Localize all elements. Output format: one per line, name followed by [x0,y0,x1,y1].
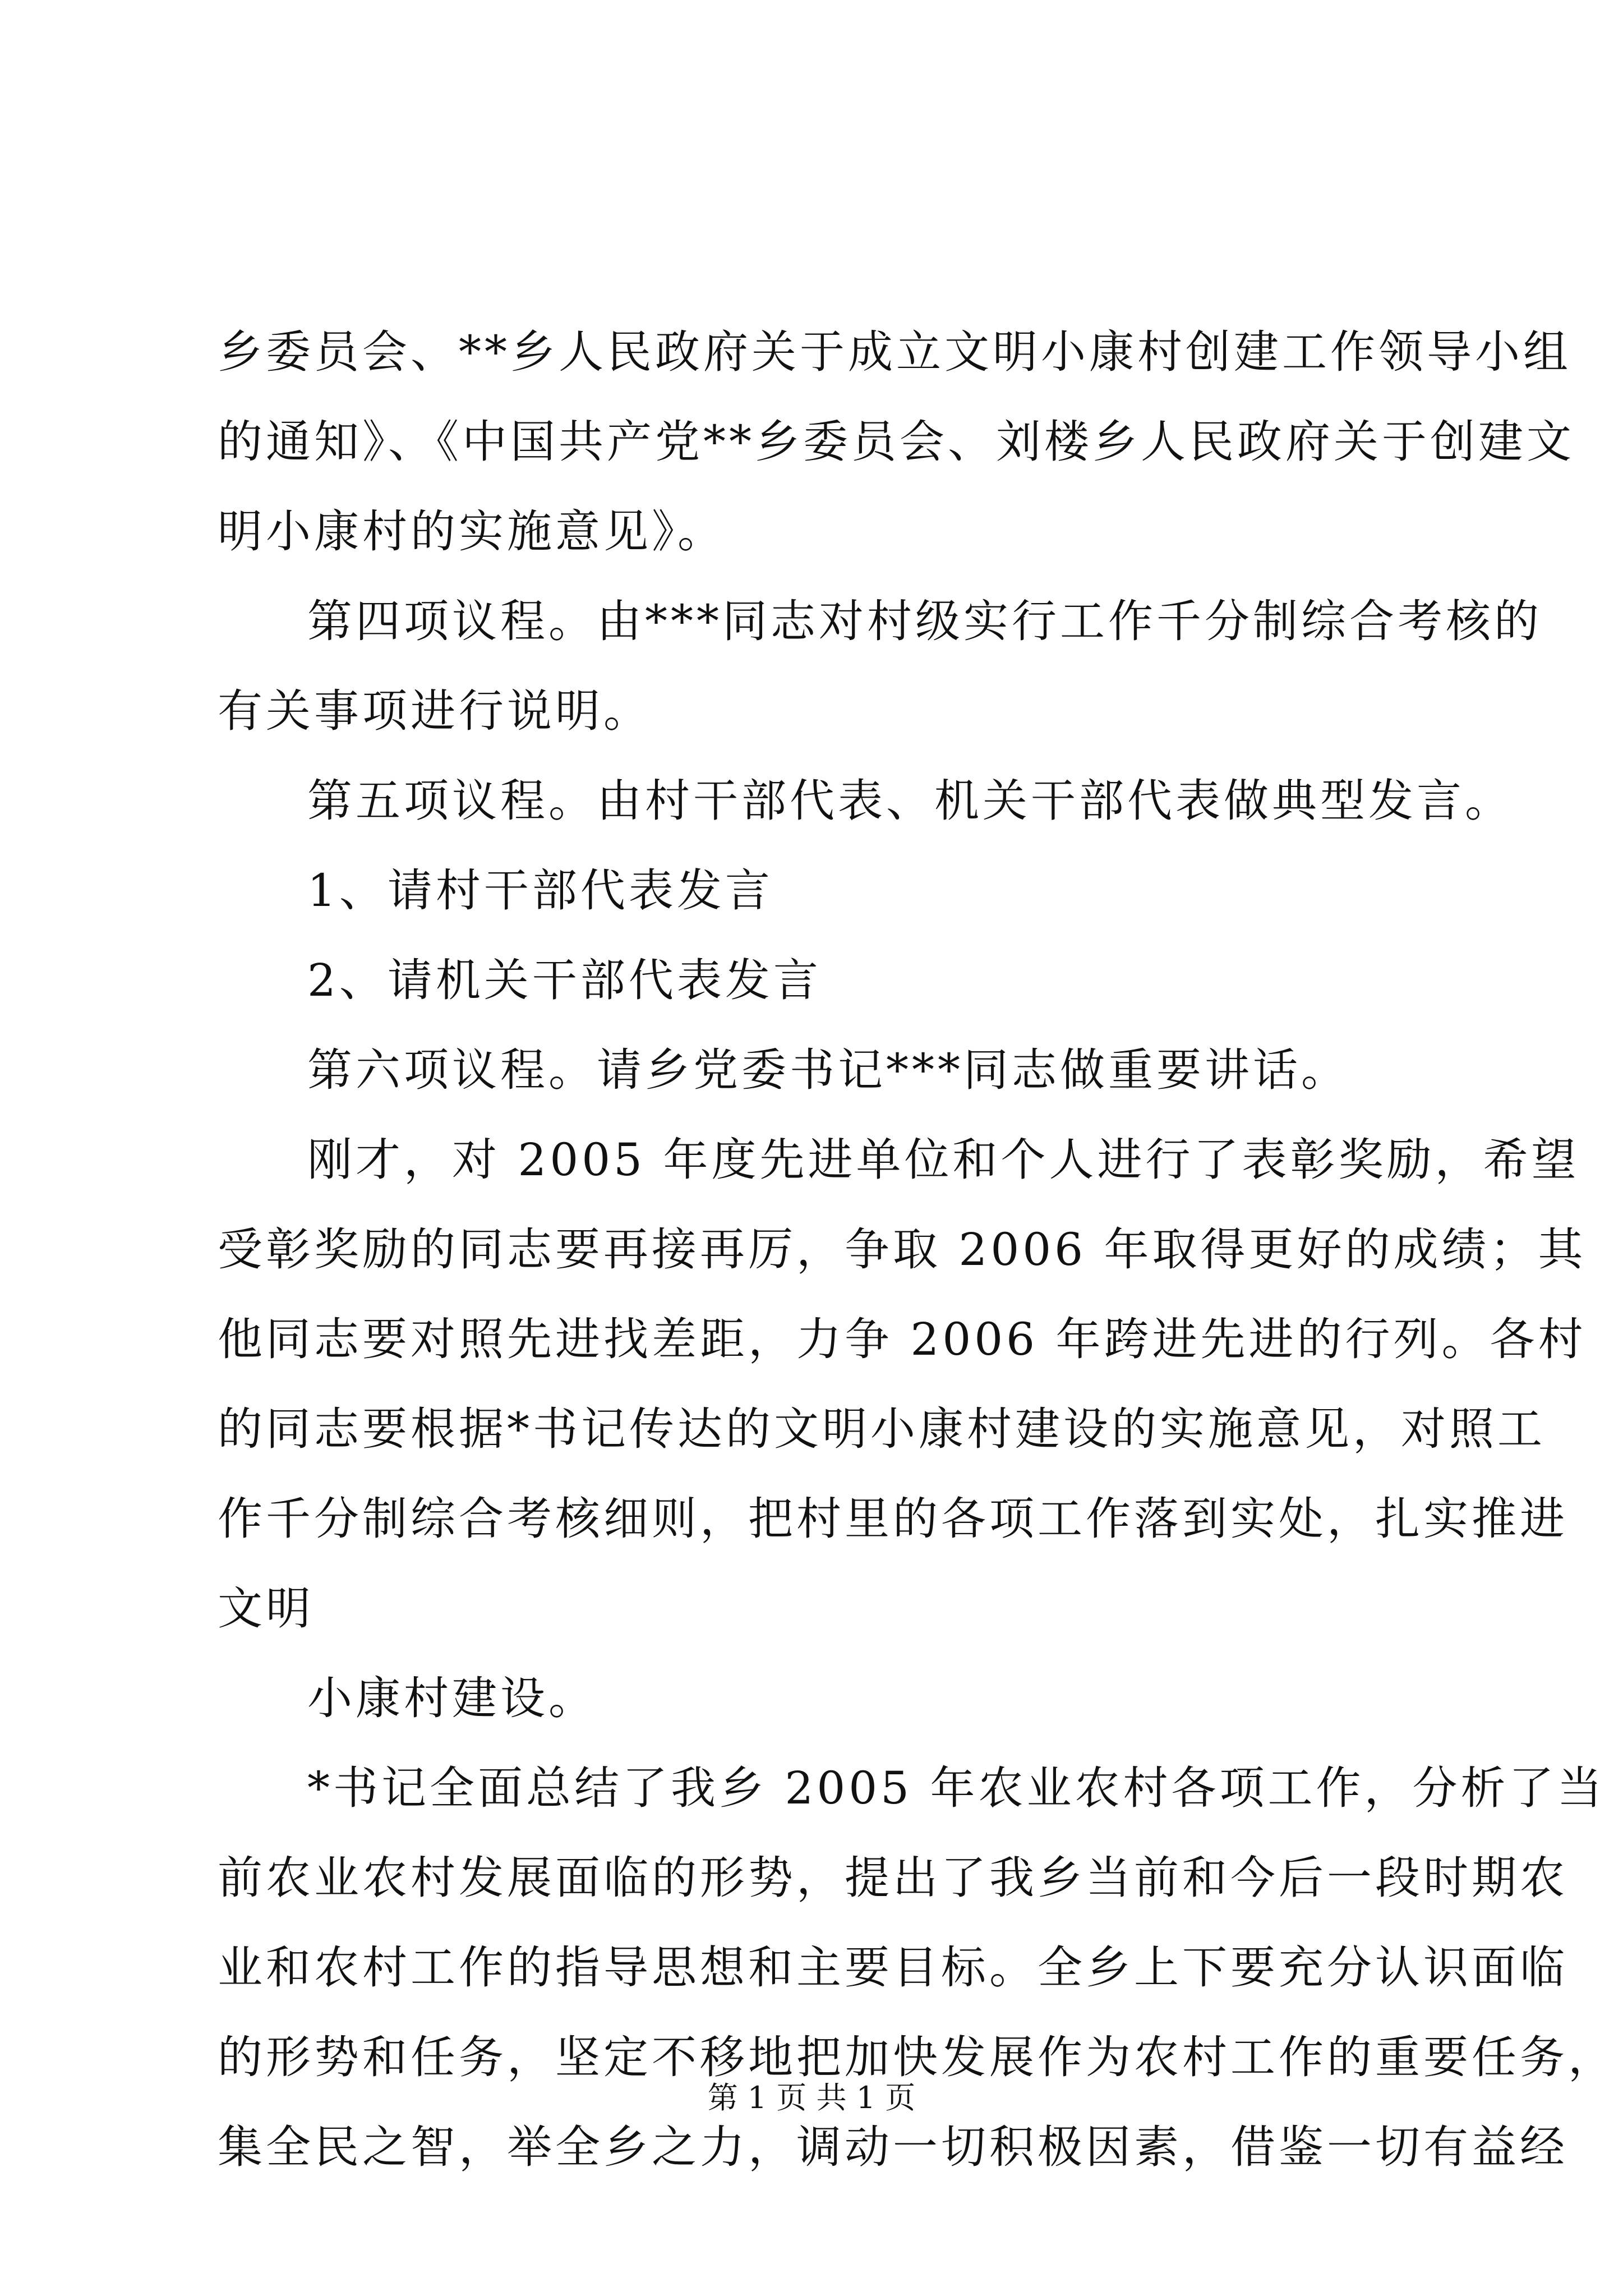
text-line: 的同志要根据*书记传达的文明小康村建设的实施意见，对照工 [218,1403,1546,1455]
page-number-footer: 第 1 页 共 1 页 [707,2080,916,2115]
text-line: 文明 [218,1582,314,1635]
paragraph-start-line: 第五项议程。由村干部代表、机关干部代表做典型发言。 [307,775,1513,827]
text-line: 集全民之智，举全乡之力，调动一切积极因素，借鉴一切有益经 [218,2121,1568,2173]
text-line: 有关事项进行说明。 [218,685,652,737]
text-line: 的形势和任务，坚定不移地把加快发展作为农村工作的重要任务， [218,2031,1616,2083]
text-line: 前农业农村发展面临的形势，提出了我乡当前和今后一段时期农 [218,1852,1568,1904]
text-line: 乡委员会、**乡人民政府关于成立文明小康村创建工作领导小组 [218,326,1571,378]
text-line: 明小康村的实施意见》。 [218,505,726,558]
paragraph-start-line: 刚才，对 2005 年度先进单位和个人进行了表彰奖励，希望 [307,1134,1580,1186]
document-body [218,307,1616,2192]
text-line: 的通知》、《中国共产党**乡委员会、刘楼乡人民政府关于创建文 [218,416,1575,468]
text-line: 业和农村工作的指导思想和主要目标。全乡上下要充分认识面临 [218,1941,1568,1994]
text-line: 受彰奖励的同志要再接再厉，争取 2006 年取得更好的成绩；其 [218,1223,1587,1276]
list-item: 2、请机关干部代表发言 [307,954,822,1006]
paragraph-start-line: 小康村建设。 [307,1672,597,1724]
paragraph-start-line: 第六项议程。请乡党委书记***同志做重要讲话。 [307,1044,1349,1096]
text-line: 作千分制综合考核细则，把村里的各项工作落到实处，扎实推进 [218,1493,1568,1545]
paragraph-start-line: *书记全面总结了我乡 2005 年农业农村各项工作，分析了当 [307,1762,1606,1814]
paragraph-start-line: 第四项议程。由***同志对村级实行工作千分制综合考核的 [307,595,1542,647]
list-item: 1、请村干部代表发言 [307,864,773,917]
text-line: 他同志要对照先进找差距，力争 2006 年跨进先进的行列。各村 [218,1313,1587,1365]
